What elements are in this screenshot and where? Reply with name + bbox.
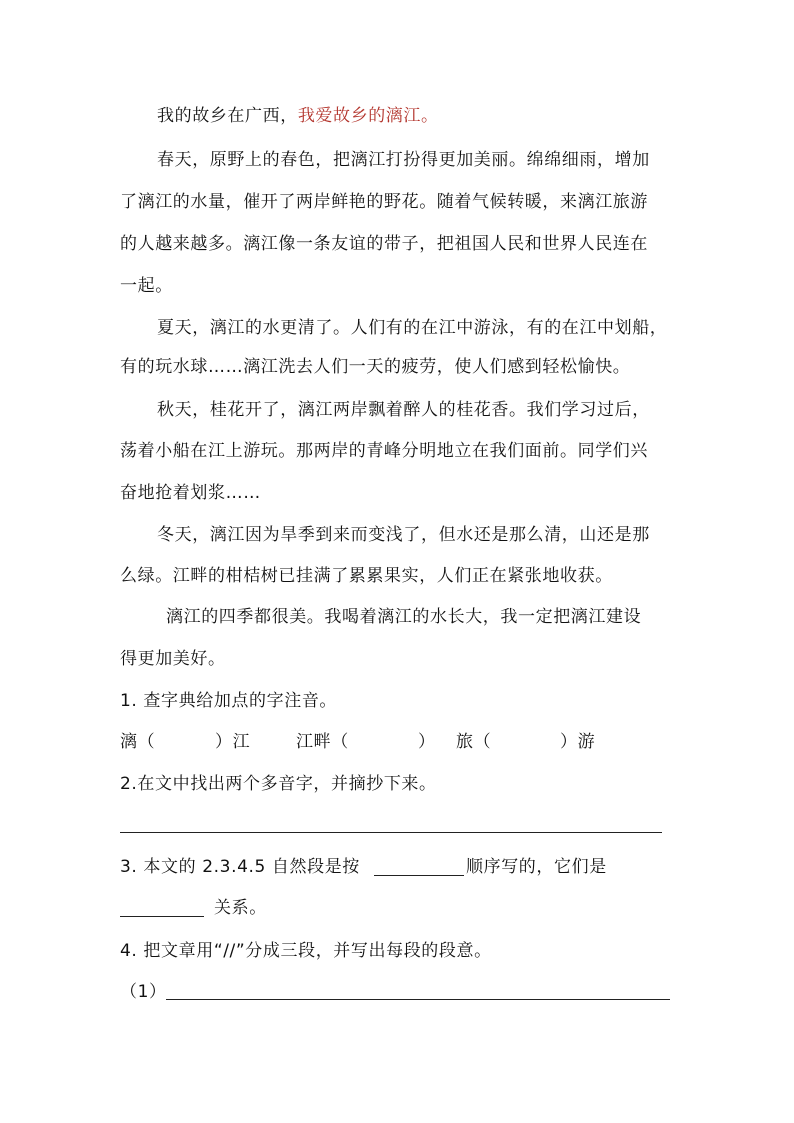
question-2: 2.在文中找出两个多音字，并摘抄下来。 — [120, 774, 437, 794]
paragraph-1 — [157, 106, 727, 126]
question-4: 4. 把文章用“//”分成三段，并写出每段的段意。 — [120, 941, 492, 961]
paragraph-2-line-4: 一起。 — [120, 276, 173, 296]
question-2-answer-line[interactable] — [120, 832, 662, 833]
paragraph-6-line-2: 得更加美好。 — [120, 649, 226, 669]
q1-word-3-close: ）游 — [560, 732, 596, 752]
q1-word-2-open: 江畔（ — [296, 732, 349, 752]
question-3-part-a: 3. 本文的 2.3.4.5 自然段是按 — [120, 857, 360, 877]
q1-word-3-open: 旅（ — [456, 732, 492, 752]
question-3-blank-1[interactable] — [374, 875, 464, 876]
paragraph-6-line-1: 漓江的四季都很美。我喝着漓江的水长大，我一定把漓江建设 — [166, 607, 642, 627]
paragraph-5-line-2: 么绿。江畔的柑桔树已挂满了累累果实，人们正在紧张地收获。 — [120, 566, 613, 586]
paragraph-1-text: 我的故乡在广西， — [157, 106, 298, 126]
question-3-blank-2[interactable] — [120, 916, 204, 917]
paragraph-4-line-3: 奋地抢着划浆…… — [120, 483, 261, 503]
q1-word-1-open: 漓（ — [120, 732, 156, 752]
q1-word-2-close: ） — [418, 732, 436, 752]
paragraph-3-line-2: 有的玩水球……漓江洗去人们一天的疲劳，使人们感到轻松愉快。 — [120, 357, 631, 377]
question-3-part-c: 关系。 — [214, 898, 267, 918]
paragraph-1-highlight: 我爱故乡的漓江。 — [297, 106, 439, 126]
paragraph-2-line-3: 的人越来越多。漓江像一条友谊的带子，把祖国人民和世界人民连在 — [120, 234, 648, 254]
paragraph-2-line-1: 春天，原野上的春色，把漓江打扮得更加美丽。绵绵细雨，增加 — [157, 150, 650, 170]
paragraph-3-line-1: 夏天，漓江的水更清了。人们有的在江中游泳，有的在江中划船， — [157, 318, 668, 338]
question-1: 1. 查字典给加点的字注音。 — [120, 691, 338, 711]
paragraph-4-line-1: 秋天，桂花开了，漓江两岸飘着醉人的桂花香。我们学习过后， — [157, 400, 650, 420]
paragraph-4-line-2: 荡着小船在江上游玩。那两岸的青峰分明地立在我们面前。同学们兴 — [120, 441, 648, 461]
question-4-item-1-answer-line[interactable] — [166, 999, 670, 1000]
q1-word-1-close: ）江 — [215, 732, 251, 752]
question-4-item-1-label: （1） — [120, 982, 167, 1002]
question-3-part-b: 顺序写的，它们是 — [466, 857, 607, 877]
paragraph-5-line-1: 冬天，漓江因为旱季到来而变浅了，但水还是那么清，山还是那 — [157, 525, 650, 545]
paragraph-2-line-2: 了漓江的水量，催开了两岸鲜艳的野花。随着气候转暖，来漓江旅游 — [120, 192, 648, 212]
